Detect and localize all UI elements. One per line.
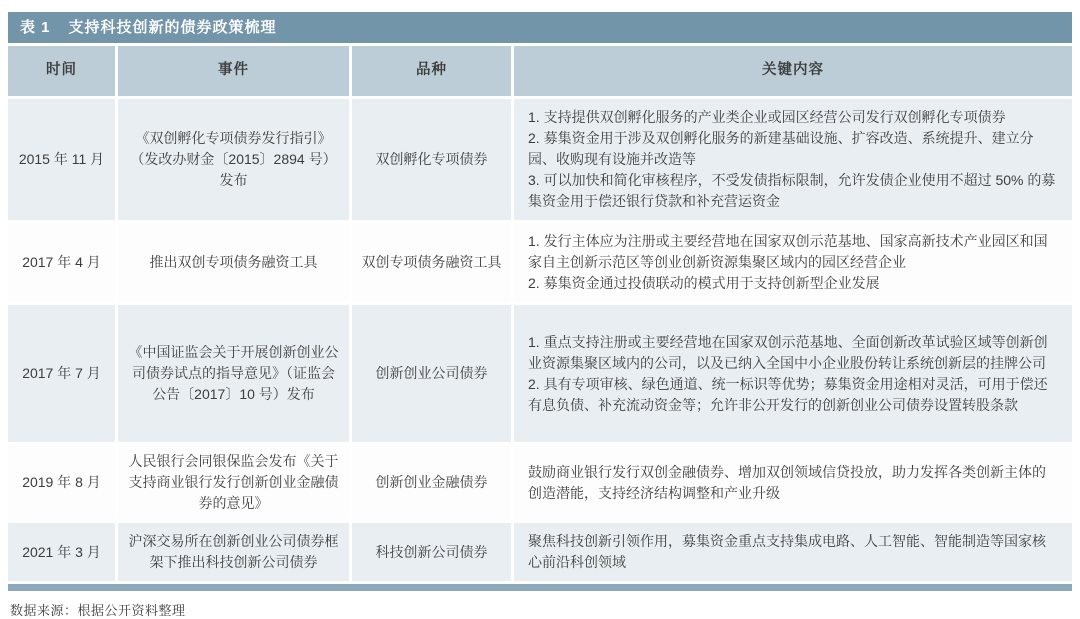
table-title: 支持科技创新的债券政策梳理	[68, 19, 277, 36]
cell-content	[514, 523, 1072, 581]
content-line: 1. 发行主体应为注册或主要经营地在国家双创示范基地、国家高新技术产业园区和国家自主创新示范区等创业创新资源集聚区域内的园区经营企业	[528, 233, 1048, 270]
table-row	[8, 445, 1072, 520]
cell-variety: 双创专项债务融资工具	[352, 223, 511, 302]
cell-time: 2021 年 3 月	[8, 523, 115, 581]
content-line: 2. 具有专项审核、绿色通道、统一标识等优势；募集资金用途相对灵活，可用于偿还有息负债、补充流动资金等；允许非公开发行的创新创业公司债券设置转股条款	[528, 375, 1048, 413]
table-number-label: 表 1	[20, 19, 51, 36]
cell-variety: 双创孵化专项债券	[352, 99, 511, 220]
content-line: 鼓励商业银行发行双创金融债券、增加双创领域信贷投放，助力发挥各类创新主体的创造潜能，支持经济结构调整和产业升级	[528, 463, 1046, 501]
content-line: 2. 募集资金用于涉及双创孵化服务的新建基础设施、扩容改造、系统提升、建立分园、收购现有设施并改造等	[528, 130, 1034, 167]
cell-time: 2017 年 7 月	[8, 305, 115, 442]
content-line: 1. 支持提供双创孵化服务的产业类企业或园区经营公司发行双创孵化专项债券	[528, 109, 1006, 125]
cell-event: 推出双创专项债务融资工具	[118, 223, 349, 302]
content-line: 1. 重点支持注册或主要经营地在国家双创示范基地、全面创新改革试验区域等创新创业资源集聚区域内的公司，以及已纳入全国中小企业股份转让系统创新层的挂牌公司	[528, 333, 1048, 371]
data-source-note: 数据来源：根据公开资料整理	[10, 603, 186, 618]
table-header-row	[8, 46, 1072, 96]
cell-variety: 科技创新公司债券	[352, 523, 511, 581]
cell-time: 2017 年 4 月	[8, 223, 115, 302]
cell-time: 2019 年 8 月	[8, 445, 115, 520]
column-header-variety: 品种	[352, 46, 511, 96]
cell-time: 2015 年 11 月	[8, 99, 115, 220]
table-bottom-border	[8, 584, 1072, 591]
table-row	[8, 523, 1072, 581]
cell-event: 《双创孵化专项债券发行指引》（发改办财金〔2015〕2894 号）发布	[118, 99, 349, 220]
table-title-bar	[8, 12, 1072, 43]
content-line: 聚焦科技创新引领作用，募集资金重点支持集成电路、人工智能、智能制造等国家核心前沿科创领域	[528, 533, 1046, 570]
cell-content	[514, 445, 1072, 520]
cell-content	[514, 305, 1072, 442]
cell-content	[514, 223, 1072, 302]
table-row	[8, 305, 1072, 442]
content-line: 3. 可以加快和简化审核程序，不受发债指标限制，允许发债企业使用不超过 50% 的募集资金用于偿还银行贷款和补充营运资金	[528, 172, 1056, 209]
cell-event: 《中国证监会关于开展创新创业公司债券试点的指导意见》（证监会公告〔2017〕10 号）发布	[118, 305, 349, 442]
table-row	[8, 99, 1072, 220]
column-header-event: 事件	[118, 46, 349, 96]
cell-event: 沪深交易所在创新创业公司债券框架下推出科技创新公司债券	[118, 523, 349, 581]
cell-content	[514, 99, 1072, 220]
table-body	[8, 99, 1072, 581]
column-header-key-content: 关键内容	[514, 46, 1072, 96]
cell-event: 人民银行会同银保监会发布《关于支持商业银行发行创新创业金融债券的意见》	[118, 445, 349, 520]
cell-variety: 创新创业金融债券	[352, 445, 511, 520]
table-row	[8, 223, 1072, 302]
content-line: 2. 募集资金通过投债联动的模式用于支持创新型企业发展	[528, 275, 880, 291]
cell-variety: 创新创业公司债券	[352, 305, 511, 442]
column-header-time: 时间	[8, 46, 115, 96]
